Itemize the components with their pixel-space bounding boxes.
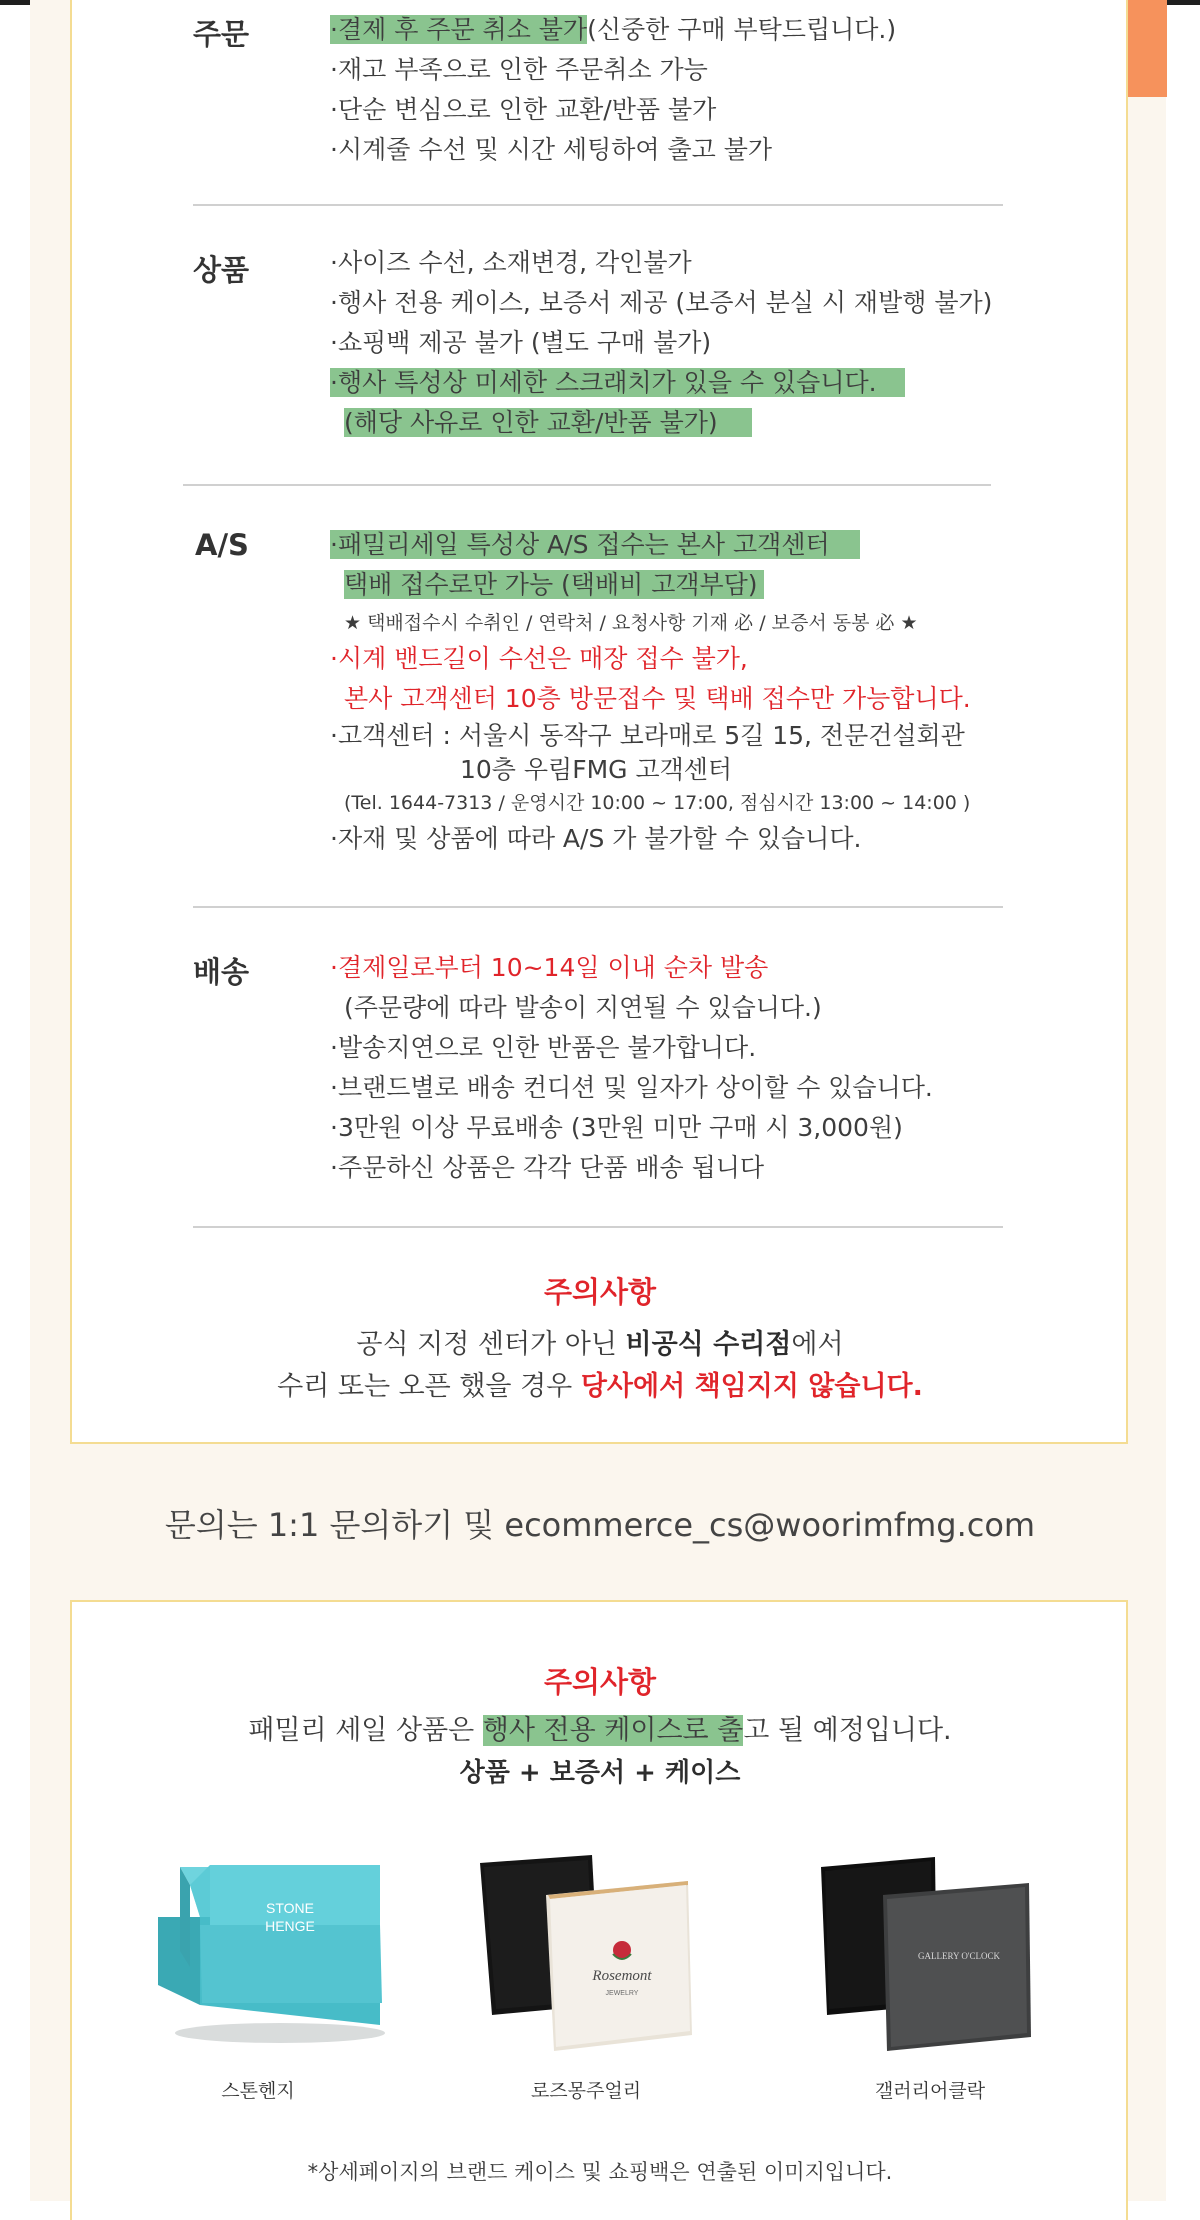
inquiry-text: 문의는 1:1 문의하기 및 ecommerce_cs@woorimfmg.com xyxy=(164,1506,1036,1544)
stonehenge-box-image xyxy=(150,1855,390,2055)
as-red-1: ·시계 밴드길이 수선은 매장 접수 불가, xyxy=(330,644,748,673)
side-accent-tab xyxy=(1125,0,1167,97)
gallery-logo-1: GALLERY O'CLOCK xyxy=(917,1951,1001,1961)
as-red-2: 본사 고객센터 10층 방문접수 및 택배 접수만 가능합니다. xyxy=(344,684,971,713)
delivery-title: 배송 xyxy=(193,955,250,989)
product-line-5: (해당 사유로 인한 교환/반품 불가) xyxy=(330,403,992,443)
as-center-2: 10층 우림FMG 고객센터 xyxy=(460,755,733,784)
as-center-1: ·고객센터 : 서울시 동작구 보라매로 5길 15, 전문건설회관 xyxy=(330,721,965,750)
divider xyxy=(183,484,991,486)
product-line-3: ·쇼핑백 제공 불가 (별도 구매 불가) xyxy=(330,328,712,357)
rosemont-logo-2: JEWELRY xyxy=(605,1990,639,1997)
rosemont-logo-1: Rosemont xyxy=(592,1968,652,1984)
notice-line-2: 수리 또는 오픈 했을 경우 당사에서 책임지지 않습니다. xyxy=(277,1371,923,1402)
notice2-title: 주의사항 xyxy=(543,1665,657,1699)
as-lines xyxy=(330,525,971,859)
notice-line-1: 공식 지정 센터가 아닌 비공식 수리점에서 xyxy=(356,1329,844,1360)
delivery-lines xyxy=(330,948,933,1188)
product-label-gallery: 갤러리어클락 xyxy=(874,2080,986,2102)
divider xyxy=(193,906,1003,908)
order-line-3: ·단순 변심으로 인한 교환/반품 불가 xyxy=(330,95,717,124)
delivery-line-1: (주문량에 따라 발송이 지연될 수 있습니다.) xyxy=(344,993,822,1022)
as-tel: (Tel. 1644-7313 / 운영시간 10:00 ~ 17:00, 점심시간 13:00 ~ 14:00 ) xyxy=(344,792,971,814)
product-label-rosemont: 로즈몽주얼리 xyxy=(530,2080,642,2102)
delivery-line-4: ·3만원 이상 무료배송 (3만원 미만 구매 시 3,000원) xyxy=(330,1113,903,1142)
product-title: 상품 xyxy=(193,253,250,287)
as-title: A/S xyxy=(195,528,249,562)
notice-title: 주의사항 xyxy=(543,1275,657,1309)
product-line-2: ·행사 전용 케이스, 보증서 제공 (보증서 분실 시 재발행 불가) xyxy=(330,288,993,317)
delivery-line-2: ·발송지연으로 인한 반품은 불가합니다. xyxy=(330,1033,757,1062)
product-line-4: ·행사 특성상 미세한 스크래치가 있을 수 있습니다. xyxy=(330,363,992,403)
order-title: 주문 xyxy=(193,17,250,51)
as-highlight-2: 택배 접수로만 가능 (택배비 고객부담) xyxy=(344,570,764,599)
order-line-4: ·시계줄 수선 및 시간 세팅하여 출고 불가 xyxy=(330,135,773,164)
product-label-stonehenge: 스톤헨지 xyxy=(221,2080,295,2102)
divider xyxy=(193,204,1003,206)
as-highlight-1: ·패밀리세일 특성상 A/S 접수는 본사 고객센터 xyxy=(330,530,860,559)
order-line-1: ·결제 후 주문 취소 불가(신중한 구매 부탁드립니다.) xyxy=(330,15,897,44)
rosemont-box-image xyxy=(470,1855,710,2055)
order-lines xyxy=(330,10,896,170)
product-line-1: ·사이즈 수선, 소재변경, 각인불가 xyxy=(330,248,692,277)
delivery-line-5: ·주문하신 상품은 각각 단품 배송 됩니다 xyxy=(330,1153,765,1182)
gallery-oclock-box-image xyxy=(815,1855,1055,2055)
delivery-line-3: ·브랜드별로 배송 컨디션 및 일자가 상이할 수 있습니다. xyxy=(330,1073,933,1102)
as-last: ·자재 및 상품에 따라 A/S 가 불가할 수 있습니다. xyxy=(330,824,862,853)
notice2-line-2: 상품 + 보증서 + 케이스 xyxy=(459,1758,741,1788)
delivery-red: ·결제일로부터 10~14일 이내 순차 발송 xyxy=(330,953,769,982)
order-line-2: ·재고 부족으로 인한 주문취소 가능 xyxy=(330,55,708,84)
stonehenge-logo-1: STONE xyxy=(266,1900,314,1916)
notice2-line-1: 패밀리 세일 상품은 행사 전용 케이스로 출고 될 예정입니다. xyxy=(248,1715,952,1746)
product-lines xyxy=(330,243,992,443)
as-star-note: ★ 택배접수시 수취인 / 연락처 / 요청사항 기재 必 / 보증서 동봉 必 ★ xyxy=(344,612,918,634)
divider xyxy=(193,1226,1003,1228)
stonehenge-logo-2: HENGE xyxy=(265,1918,315,1934)
footnote: *상세페이지의 브랜드 케이스 및 쇼핑백은 연출된 이미지입니다. xyxy=(307,2160,893,2184)
